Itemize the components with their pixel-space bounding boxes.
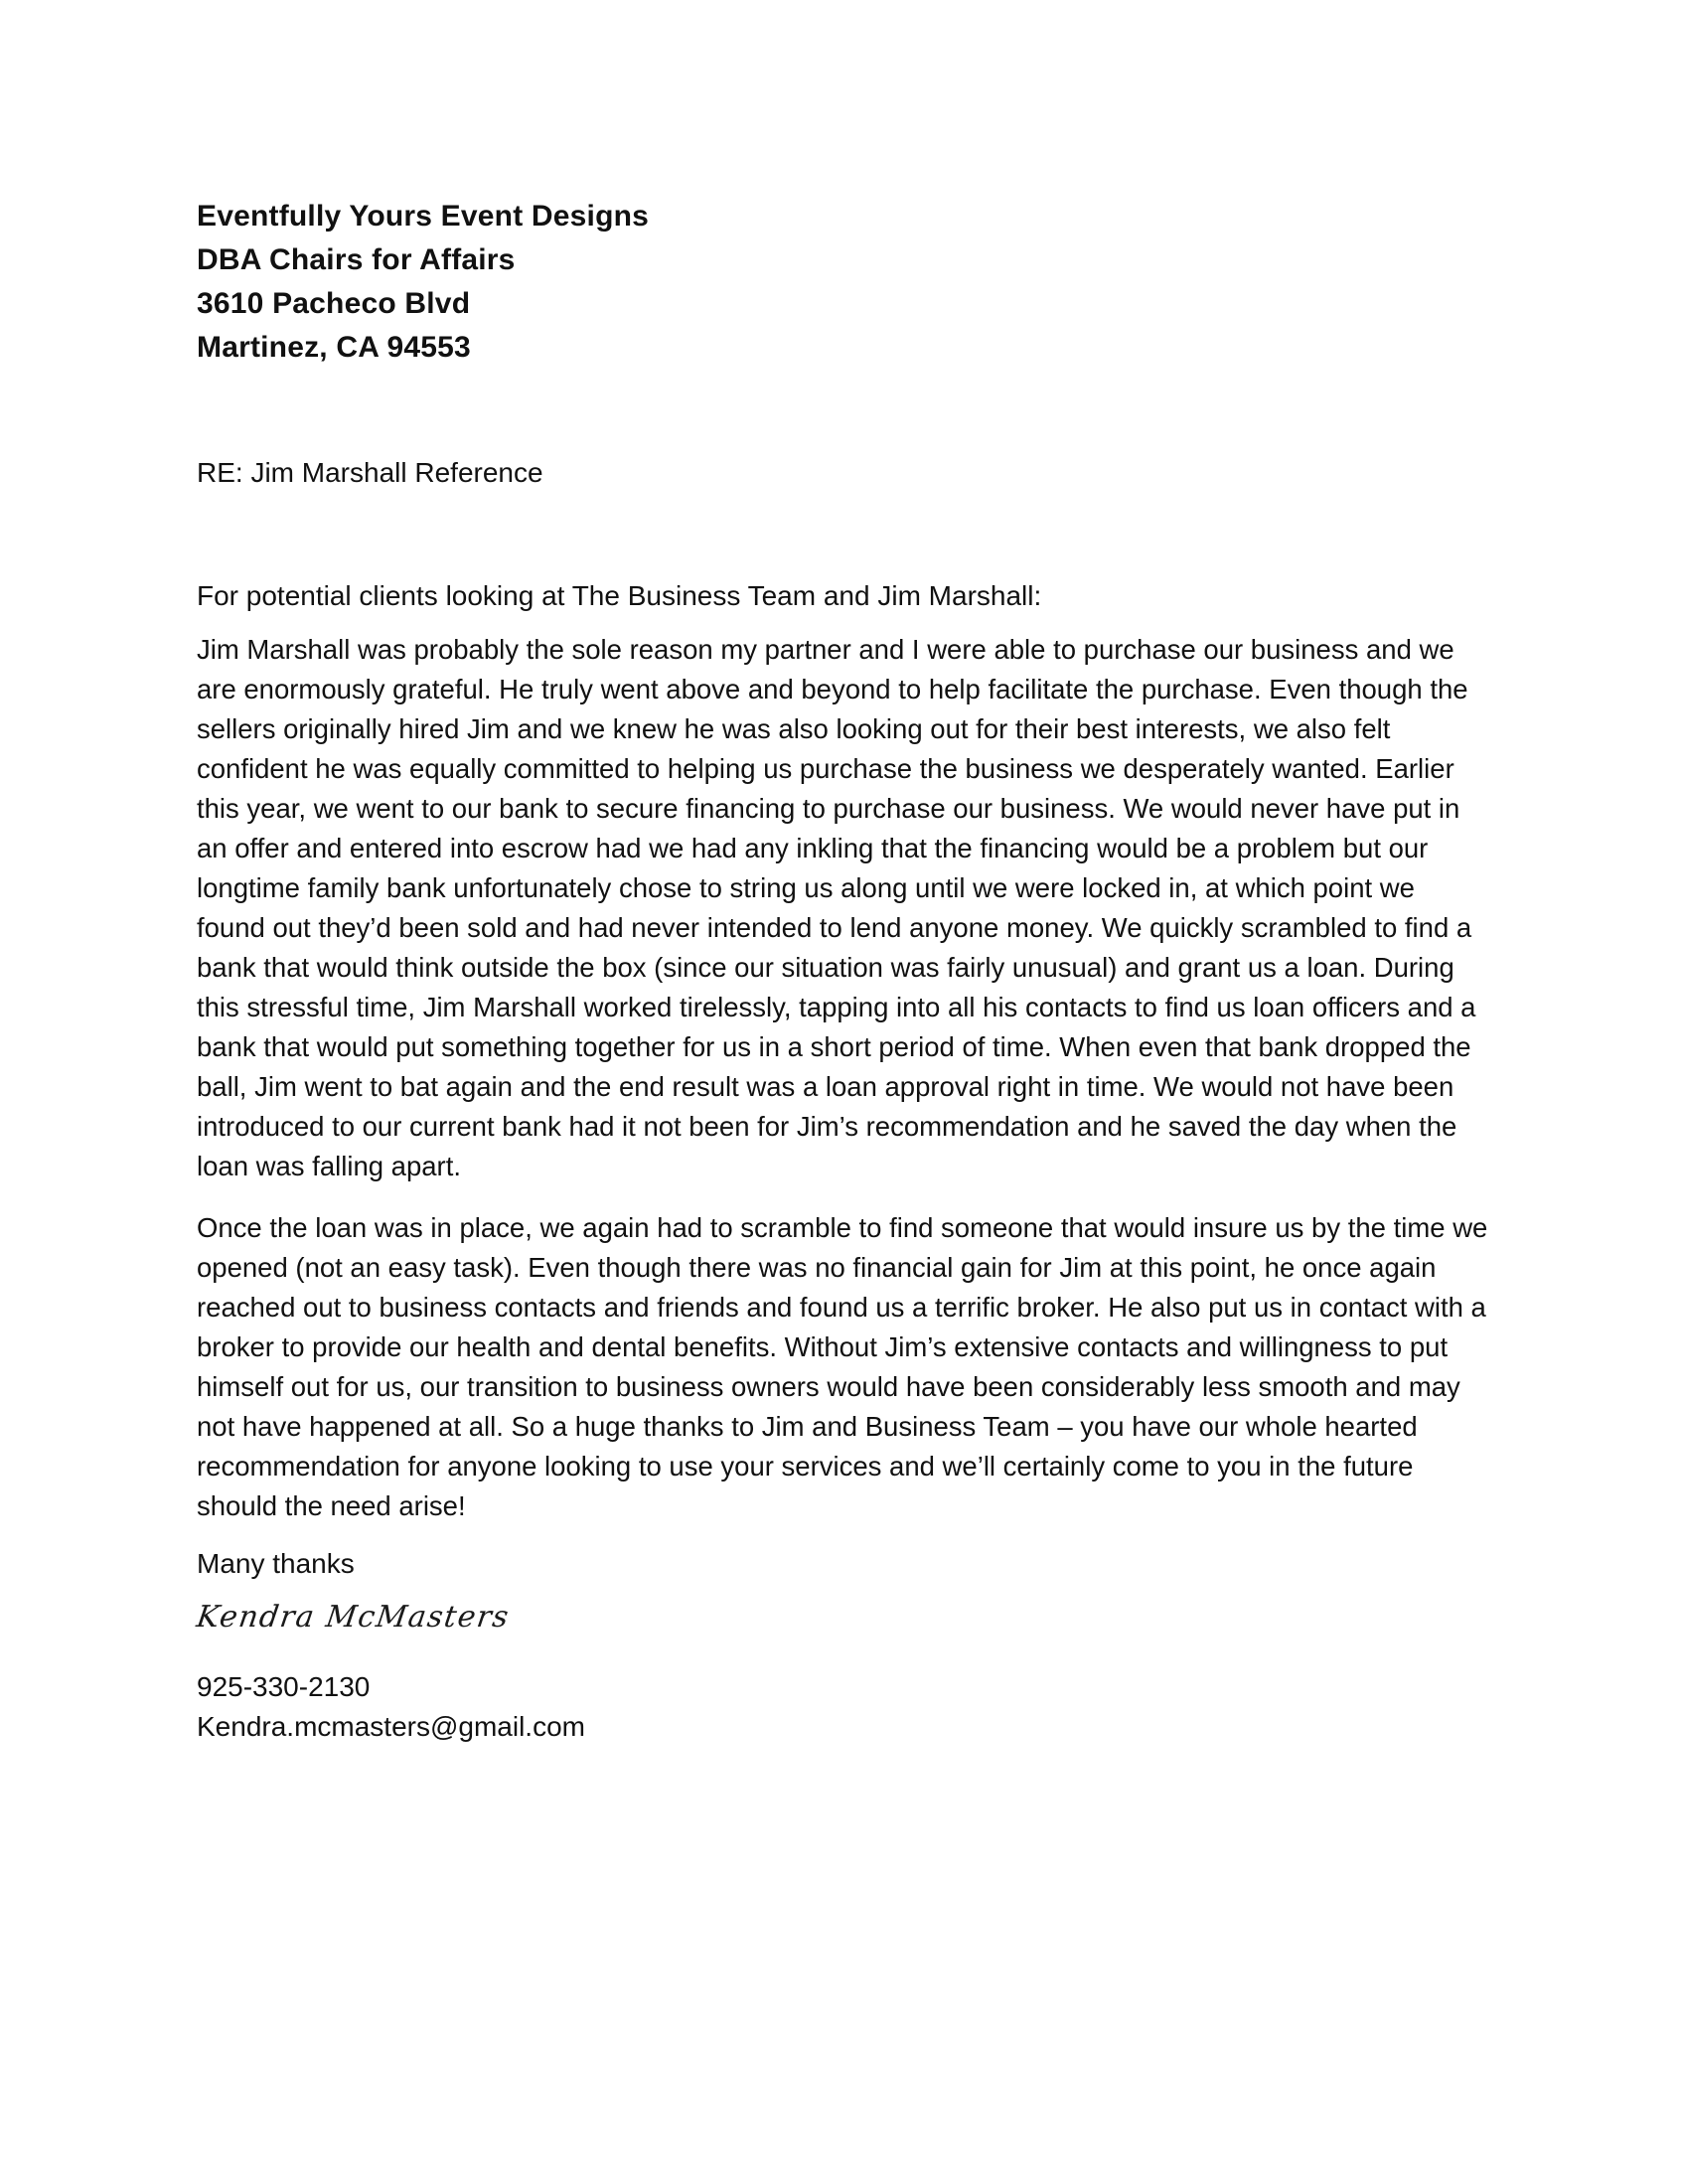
- salutation: For potential clients looking at The Business Team and Jim Marshall:: [197, 580, 1042, 611]
- sender-address-block: [197, 195, 1488, 370]
- subject-line: RE: Jim Marshall Reference: [197, 457, 543, 488]
- contact-block: [197, 1667, 1488, 1747]
- letter-content: [194, 195, 1488, 1747]
- contact-email: Kendra.mcmasters@gmail.com: [197, 1711, 585, 1742]
- contact-phone: 925-330-2130: [197, 1671, 371, 1702]
- closing: Many thanks: [197, 1548, 355, 1579]
- sender-street-address: 3610 Pacheco Blvd: [197, 287, 471, 320]
- sender-city-state-zip: Martinez, CA 94553: [197, 331, 471, 364]
- sender-company-name: Eventfully Yours Event Designs: [197, 200, 650, 233]
- body-paragraph: Jim Marshall was probably the sole reason my partner and I were able to purchase our business and we are enormously grateful. He truly went above and beyond to help facilitate the purchase. Even though the sellers originally hired Jim and we knew he was also looking out for their best interests, we also felt confident he was equally committed to helping us purchase the business we desperately wanted. Earlier this year, we went to our bank to secure financing to purchase our business. We would never have put in an offer and entered into escrow had we had any inkling that the financing would be a problem but our longtime family bank unfortunately chose to string us along until we were locked in, at which point we found out they’d been sold and had never intended to lend anyone money. We quickly scrambled to find a bank that would think outside the box (since our situation was fairly unusual) and grant us a loan. During this stressful time, Jim Marshall worked tirelessly, tapping into all his contacts to find us loan officers and a bank that would put something together for us in a short period of time. When even that bank dropped the ball, Jim went to bat again and the end result was a loan approval right in time. We would not have been introduced to our current bank had it not been for Jim’s recommendation and he saved the day when the loan was falling apart.: [197, 634, 1476, 1181]
- sender-dba-name: DBA Chairs for Affairs: [197, 243, 516, 276]
- handwritten-signature: Kendra McMasters: [194, 1600, 513, 1635]
- body-paragraph: Once the loan was in place, we again had to scramble to find someone that would insure us by the time we opened (not an easy task). Even though there was no financial gain for Jim at this point, he once again reached out to business contacts and friends and found us a terrific broker. He also put us in contact with a broker to provide our health and dental benefits. Without Jim’s extensive contacts and willingness to put himself out for us, our transition to business owners would have been considerably less smooth and may not have happened at all. So a huge thanks to Jim and Business Team – you have our whole hearted recommendation for anyone looking to use your services and we’ll certainly come to you in the future should the need arise!: [197, 1212, 1488, 1521]
